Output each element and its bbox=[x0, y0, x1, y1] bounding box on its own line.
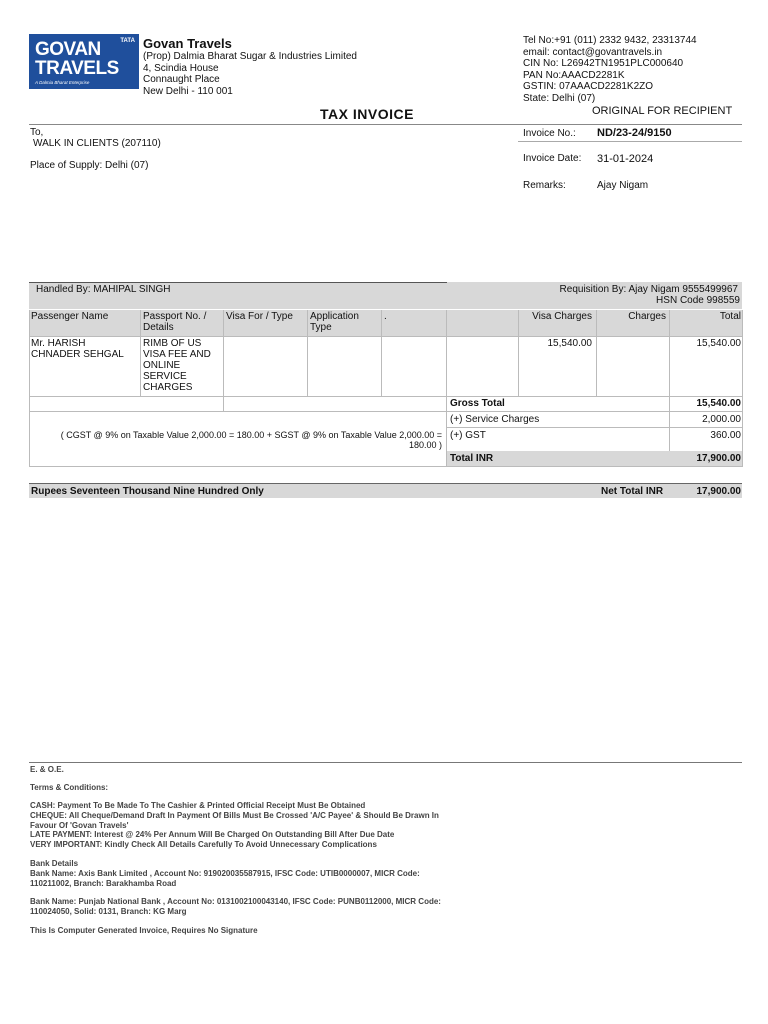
visa-charges-value: 15,540.00 bbox=[547, 338, 592, 349]
passport-details bbox=[143, 338, 211, 393]
copy-label: ORIGINAL FOR RECIPIENT bbox=[592, 105, 733, 117]
logo-line-2: TRAVELS bbox=[35, 58, 119, 79]
requisition-by: Requisition By: Ajay Nigam 9555499967 bbox=[559, 284, 738, 295]
total-inr-value: 17,900.00 bbox=[696, 453, 741, 464]
terms-item: VERY IMPORTANT: Kindly Check All Details Carefully To Avoid Unnecessary Complications bbox=[30, 840, 377, 850]
gst-note-line: ( CGST @ 9% on Taxable Value 2,000.00 = 180.00 + SGST @ 9% on Taxable Value 2,000.00 = bbox=[60, 430, 442, 440]
row-divider bbox=[29, 411, 742, 412]
bank-pnb bbox=[30, 897, 441, 917]
column-divider bbox=[140, 310, 141, 396]
handled-by: Handled By: MAHIPAL SINGH bbox=[36, 284, 171, 295]
column-divider bbox=[446, 310, 447, 467]
terms-item: CHEQUE: All Cheque/Demand Draft In Payment Of Bills Must Be Crossed 'A/C Payee' & Should Be Drawn In bbox=[30, 810, 439, 820]
remarks-label: Remarks: bbox=[523, 180, 566, 191]
terms-list bbox=[30, 801, 439, 850]
recipient-name: WALK IN CLIENTS (207110) bbox=[33, 138, 161, 149]
contact-email: email: contact@govantravels.in bbox=[523, 46, 663, 58]
service-charges-value: 2,000.00 bbox=[702, 414, 741, 425]
net-total-label: Net Total INR bbox=[601, 486, 664, 497]
passport-details-line: VISA FEE AND bbox=[143, 349, 211, 360]
document-title: TAX INVOICE bbox=[320, 106, 414, 122]
place-of-supply: Place of Supply: Delhi (07) bbox=[30, 160, 149, 171]
header-passport-line: Passport No. / bbox=[143, 311, 207, 322]
header-passport bbox=[143, 311, 206, 333]
table-border-right bbox=[742, 310, 743, 467]
header-passenger: Passenger Name bbox=[31, 311, 109, 322]
company-address-line: New Delhi - 110 001 bbox=[143, 85, 233, 97]
passport-details-line: RIMB OF US bbox=[143, 338, 202, 349]
table-border-left bbox=[29, 310, 30, 467]
header-application-line: Type bbox=[310, 322, 332, 333]
contact-cin: CIN No: L26942TN1951PLC000640 bbox=[523, 58, 684, 69]
company-name: Govan Travels bbox=[143, 36, 232, 51]
invoice-no-value: ND/23-24/9150 bbox=[597, 127, 672, 139]
passenger-name-line: CHNADER SEHGAL bbox=[31, 349, 124, 360]
footer-divider bbox=[29, 762, 742, 763]
company-address-line: (Prop) Dalmia Bharat Sugar & Industries Limited bbox=[143, 51, 357, 62]
row-divider bbox=[446, 427, 742, 428]
table-top-border bbox=[29, 282, 447, 283]
net-total-value: 17,900.00 bbox=[696, 486, 741, 497]
contact-gstin: GSTIN: 07AAACD2281K2ZO bbox=[523, 81, 654, 92]
gst-value: 360.00 bbox=[710, 430, 741, 441]
header-divider bbox=[29, 124, 742, 125]
header-dot: . bbox=[384, 311, 387, 322]
table-bottom-border bbox=[29, 466, 742, 467]
logo-tagline: A Dalmia Bharat Enterprise bbox=[35, 80, 90, 85]
company-address-line: Connaught Place bbox=[143, 74, 220, 85]
logo-line-1: GOVAN bbox=[35, 39, 101, 60]
contact-state: State: Delhi (07) bbox=[523, 92, 596, 104]
gst-note-line: 180.00 ) bbox=[408, 440, 442, 450]
to-label: To, bbox=[30, 127, 44, 138]
total-inr-label: Total INR bbox=[450, 453, 494, 464]
gross-total-label: Gross Total bbox=[450, 398, 505, 409]
header-visa-for: Visa For / Type bbox=[226, 311, 293, 322]
column-divider bbox=[518, 310, 519, 396]
eoe-note: E. & O.E. bbox=[30, 765, 64, 774]
contact-pan: PAN No:AAACD2281K bbox=[523, 69, 625, 81]
bank-line: 110024050, Solid: 0131, Branch: KG Marg bbox=[30, 906, 187, 916]
invoice-date-label: Invoice Date: bbox=[523, 153, 582, 164]
hsn-code: HSN Code 998559 bbox=[656, 295, 740, 306]
company-address-line: 4, Scindia House bbox=[143, 62, 219, 74]
logo-badge: TATA bbox=[120, 38, 135, 44]
terms-title: Terms & Conditions: bbox=[30, 783, 109, 792]
header-application bbox=[310, 311, 359, 333]
remarks-value: Ajay Nigam bbox=[597, 180, 649, 191]
passenger-name bbox=[31, 338, 124, 360]
invoice-date-value: 31-01-2024 bbox=[597, 153, 654, 165]
terms-item: CASH: Payment To Be Made To The Cashier & Printed Official Receipt Must Be Obtained bbox=[30, 801, 366, 810]
amount-in-words: Rupees Seventeen Thousand Nine Hundred Only bbox=[31, 486, 264, 497]
bank-line: Bank Name: Axis Bank Limited , Account No: 919020035587915, IFSC Code: UTIB0000007, MICR Code: bbox=[30, 869, 420, 878]
bank-line: Bank Name: Punjab National Bank , Account No: 0131002100043140, IFSC Code: PUNB0112000, MICR Code: bbox=[30, 897, 441, 906]
terms-item: Favour Of 'Govan Travels' bbox=[30, 820, 129, 830]
company-logo bbox=[29, 34, 139, 89]
bank-line: 110211002, Branch: Barakhamba Road bbox=[30, 878, 177, 888]
passport-details-line: CHARGES bbox=[143, 382, 193, 393]
gst-computation-note bbox=[32, 430, 442, 450]
bank-axis bbox=[30, 869, 420, 889]
passenger-name-line: Mr. HARISH bbox=[31, 338, 86, 349]
header-total: Total bbox=[719, 311, 741, 322]
column-divider bbox=[307, 310, 308, 396]
terms-item: LATE PAYMENT: Interest @ 24% Per Annum Will Be Charged On Outstanding Bill After Due Date bbox=[30, 830, 395, 840]
column-divider bbox=[596, 310, 597, 396]
service-charges-label: (+) Service Charges bbox=[450, 414, 540, 425]
header-passport-line: Details bbox=[143, 322, 174, 333]
header-charges: Charges bbox=[628, 311, 666, 322]
passport-details-line: ONLINE bbox=[143, 360, 181, 371]
bank-details-title: Bank Details bbox=[30, 859, 79, 868]
passport-details-line: SERVICE bbox=[143, 371, 187, 382]
header-application-line: Application bbox=[310, 311, 359, 322]
header-visa-charges: Visa Charges bbox=[532, 311, 592, 322]
summary-top-border bbox=[29, 483, 742, 484]
gross-total-value: 15,540.00 bbox=[696, 398, 741, 409]
row-total-value: 15,540.00 bbox=[696, 338, 741, 349]
gst-label: (+) GST bbox=[450, 430, 486, 441]
computer-generated-note: This Is Computer Generated Invoice, Requires No Signature bbox=[30, 926, 258, 935]
invoice-no-label: Invoice No.: bbox=[523, 128, 576, 139]
column-divider bbox=[669, 310, 670, 467]
row-divider bbox=[29, 336, 742, 337]
logo-wordmark bbox=[35, 40, 119, 78]
column-divider bbox=[381, 310, 382, 396]
invoice-no-divider bbox=[518, 141, 742, 142]
row-divider bbox=[29, 396, 742, 397]
contact-phone: Tel No:+91 (011) 2332 9432, 23313744 bbox=[523, 35, 697, 46]
